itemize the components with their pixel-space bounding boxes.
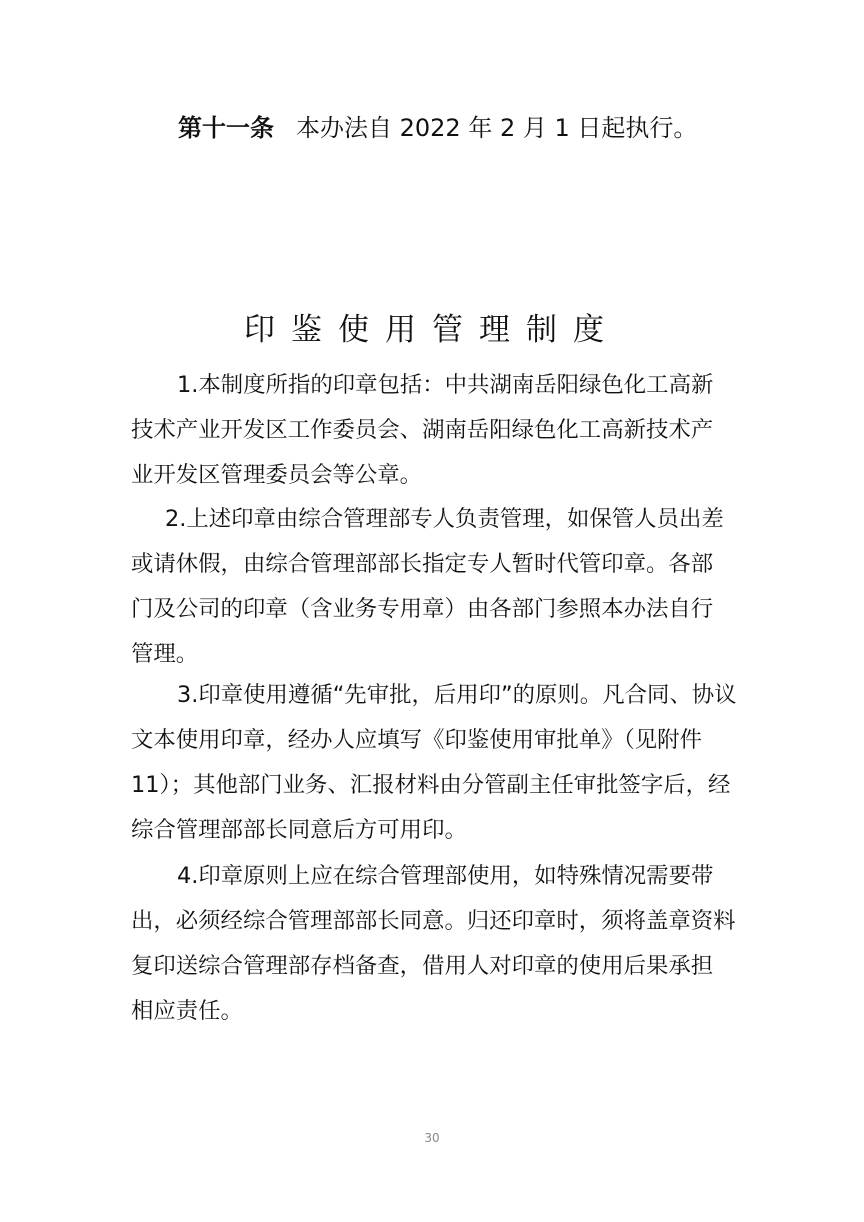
paragraph-line: 业开发区管理委员会等公章。 [131,462,423,488]
article-eleven [178,108,697,148]
paragraph-line: 门及公司的印章（含业务专用章）由各部门参照本办法自行 [131,596,714,622]
page-number: 30 [424,1131,440,1145]
paragraph-1 [131,363,735,498]
document-title: 印鉴使用管理制度 [244,312,620,348]
paragraph-line: 相应责任。 [131,998,243,1024]
paragraph-line: 2.上述印章由综合管理部专人负责管理，如保管人员出差 [165,506,724,532]
paragraph-line: 综合管理部部长同意后方可用印。 [131,817,467,843]
paragraph-line: 或请休假，由综合管理部部长指定专人暂时代管印章。各部 [131,551,714,577]
paragraph-line: 文本使用印章，经办人应填写《印鉴使用审批单》（见附件 [131,727,702,753]
article-number: 第十一条 [178,114,274,142]
article-text: 本办法自 2022 年 2 月 1 日起执行。 [296,114,698,142]
paragraph-line: 1.本制度所指的印章包括：中共湖南岳阳绿色化工高新 [177,372,714,398]
paragraph-line: 出，必须经综合管理部部长同意。归还印章时，须将盖章资料 [131,908,736,934]
paragraph-line: 复印送综合管理部存档备查，借用人对印章的使用后果承担 [131,953,714,979]
paragraph-line: 管理。 [131,641,199,667]
paragraph-4 [131,854,735,1034]
paragraph-line: 3.印章使用遵循“先审批，后用印”的原则。凡合同、协议 [177,682,737,708]
paragraph-line: 11）；其他部门业务、汇报材料由分管副主任审批签字后，经 [131,772,731,798]
paragraph-2 [131,497,735,677]
paragraph-line: 4.印章原则上应在综合管理部使用，如特殊情况需要带 [177,863,714,889]
paragraph-line: 技术产业开发区工作委员会、湖南岳阳绿色化工高新技术产 [131,417,714,443]
paragraph-3 [131,673,735,853]
